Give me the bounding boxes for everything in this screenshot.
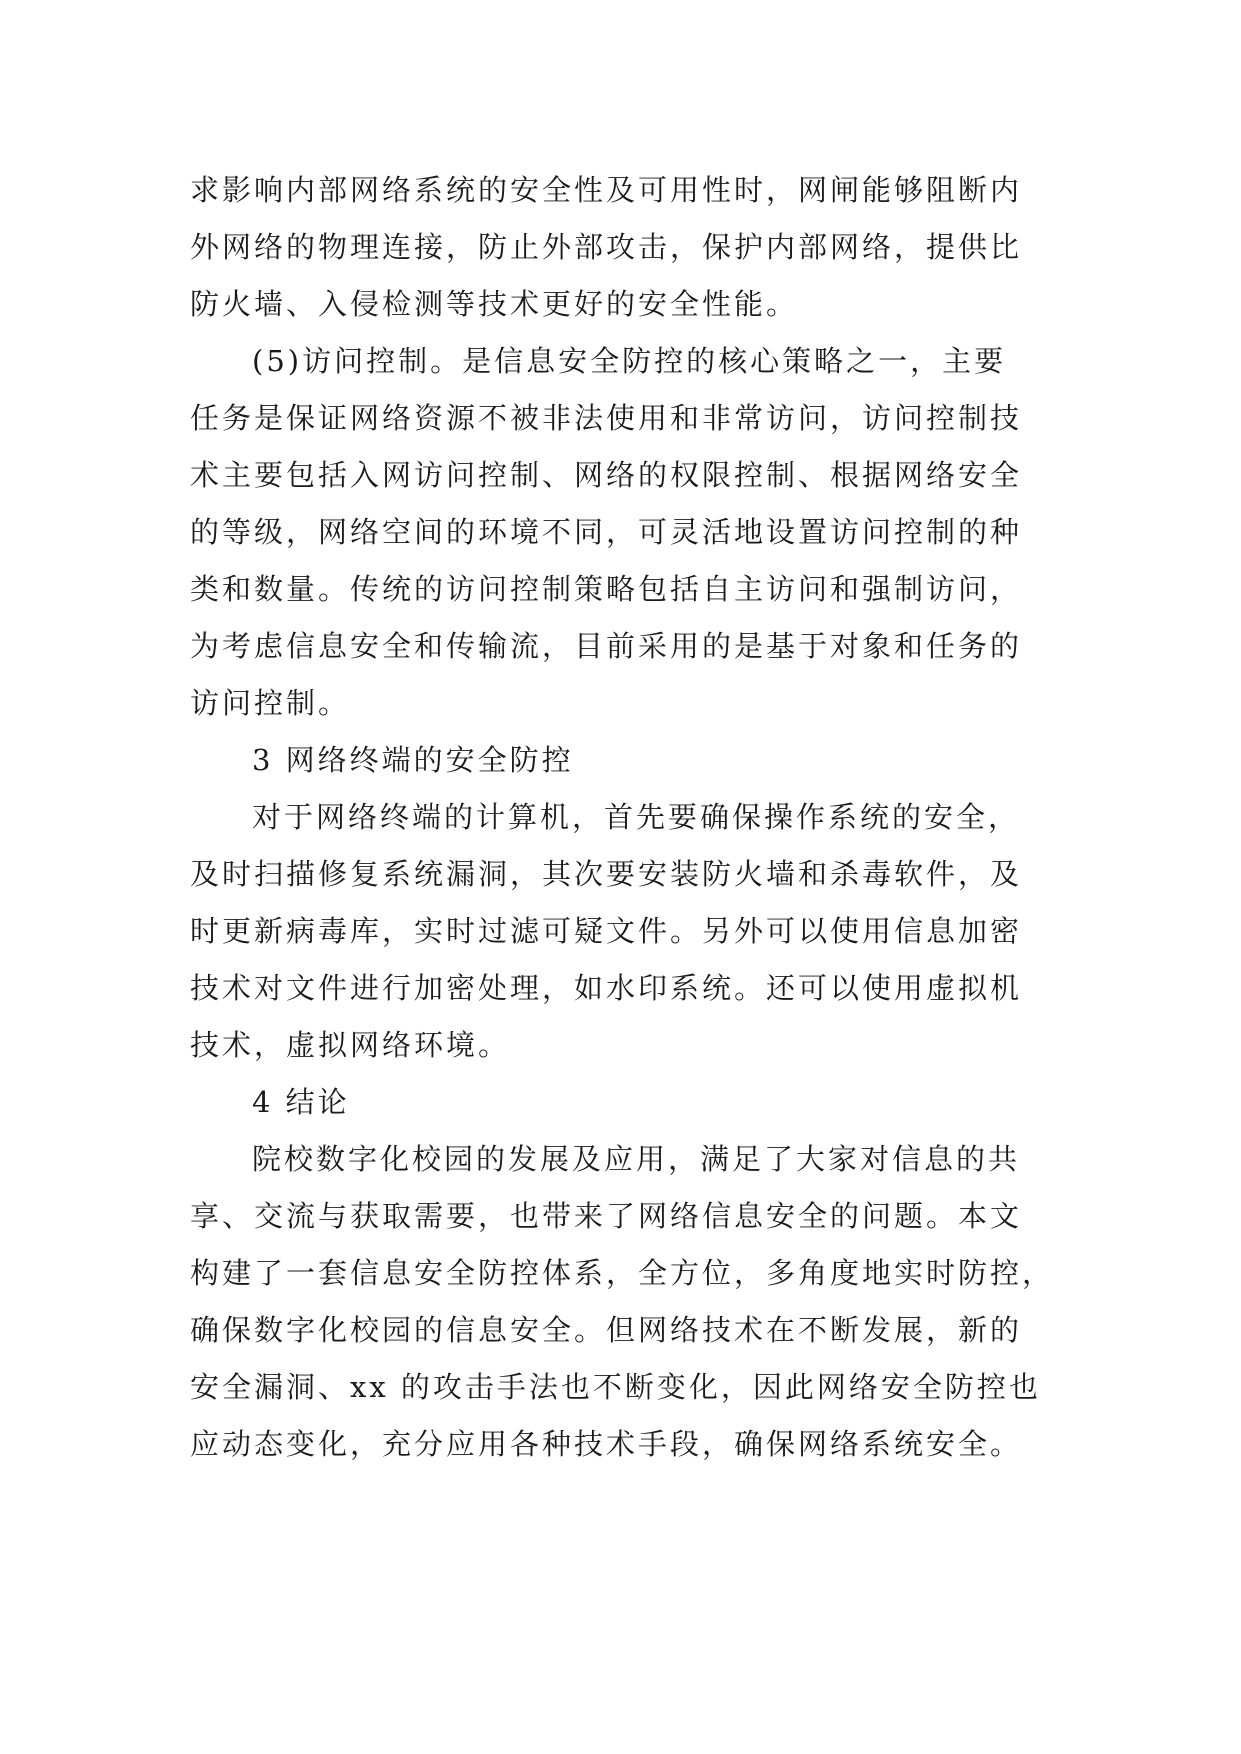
text-line: 术主要包括入网访问控制、网络的权限控制、根据网络安全 [190, 458, 1023, 492]
text-line: 及时扫描修复系统漏洞，其次要安装防火墙和杀毒软件，及 [190, 857, 1023, 891]
text-line: 访问控制。 [190, 686, 351, 720]
body-text [190, 162, 1070, 1473]
text-line: (5)访问控制。是信息安全防控的核心策略之一，主要 [252, 344, 1007, 378]
text-line: 外网络的物理连接，防止外部攻击，保护内部网络，提供比 [190, 230, 1023, 264]
text-line: 应动态变化，充分应用各种技术手段，确保网络系统安全。 [190, 1427, 1023, 1461]
text-line: 院校数字化校园的发展及应用，满足了大家对信息的共 [252, 1142, 1021, 1176]
text-line: 安全漏洞、xx 的攻击手法也不断变化，因此网络安全防控也 [190, 1370, 1041, 1404]
text-line: 类和数量。传统的访问控制策略包括自主访问和强制访问， [190, 572, 1023, 606]
text-line: 构建了一套信息安全防控体系，全方位，多角度地实时防控， [190, 1256, 1055, 1290]
text-line: 为考虑信息安全和传输流，目前采用的是基于对象和任务的 [190, 629, 1023, 663]
text-line: 时更新病毒库，实时过滤可疑文件。另外可以使用信息加密 [190, 914, 1023, 948]
text-line: 技术，虚拟网络环境。 [190, 1028, 511, 1062]
text-line: 4 结论 [252, 1085, 350, 1119]
text-line: 享、交流与获取需要，也带来了网络信息安全的问题。本文 [190, 1199, 1023, 1233]
text-line: 任务是保证网络资源不被非法使用和非常访问，访问控制技 [190, 401, 1023, 435]
text-line: 3 网络终端的安全防控 [252, 743, 574, 777]
text-line: 求影响内部网络系统的安全性及可用性时，网闸能够阻断内 [190, 173, 1023, 207]
text-line: 技术对文件进行加密处理，如水印系统。还可以使用虚拟机 [190, 971, 1023, 1005]
text-line: 的等级，网络空间的环境不同，可灵活地设置访问控制的种 [190, 515, 1023, 549]
text-line: 确保数字化校园的信息安全。但网络技术在不断发展，新的 [190, 1313, 1023, 1347]
text-line: 对于网络终端的计算机，首先要确保操作系统的安全， [252, 800, 1021, 834]
text-line: 防火墙、入侵检测等技术更好的安全性能。 [190, 287, 799, 321]
